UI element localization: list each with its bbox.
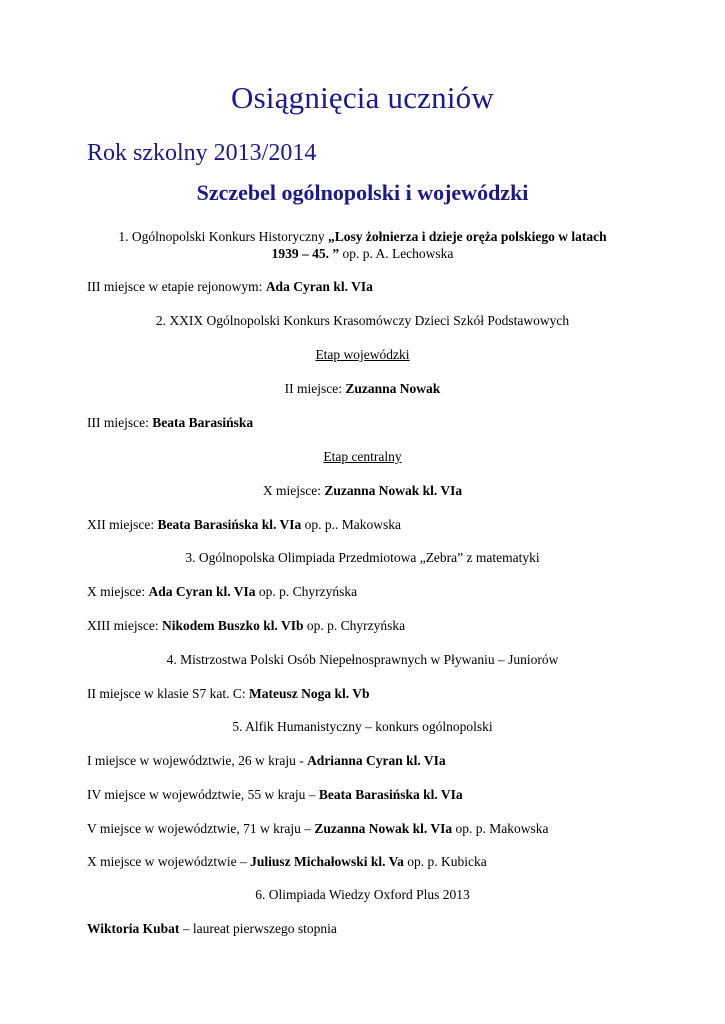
result-place: X miejsce w województwie – [87, 854, 251, 869]
result-line [87, 617, 405, 634]
result-line [0, 380, 725, 397]
result-line [87, 685, 369, 702]
result-place: X miejsce: [262, 483, 325, 498]
page-title: Osiągnięcia uczniów [231, 80, 494, 115]
competition-1-title-part-1: „Losy żołnierza i dzieje oręża polskiego w latach [328, 229, 607, 244]
result-student: Zuzanna Nowak kl. VIa [314, 821, 453, 836]
result-teacher: op. p. Kubicka [403, 854, 487, 869]
competition-2-title: 2. XXIX Ogólnopolski Konkurs Krasomówczy Dzieci Szkół Podstawowych [155, 313, 570, 328]
result-teacher: op. p. Chyrzyńska [303, 618, 406, 633]
result-student: Adrianna Cyran kl. VIa [307, 753, 446, 768]
result-place: III miejsce w etapie rejonowym: [87, 279, 266, 294]
result-line [87, 786, 463, 803]
result-description: – laureat pierwszego stopnia [179, 921, 337, 936]
result-line [87, 853, 487, 870]
competition-1-title-part-2: 1939 – 45. ” [271, 246, 340, 261]
result-line [87, 583, 357, 600]
result-student: Ada Cyran kl. VIa [148, 584, 256, 599]
competition-1-prefix: 1. Ogólnopolski Konkurs Historyczny [118, 229, 329, 244]
competition-1-line-2 [0, 245, 725, 262]
competition-3-title: 3. Ogólnopolska Olimpiada Przedmiotowa „Zebra” z matematyki [185, 550, 540, 565]
stage-central-heading: Etap centralny [323, 449, 402, 464]
result-line [0, 482, 725, 499]
result-line [87, 820, 549, 837]
result-place: X miejsce: [87, 584, 149, 599]
result-place: III miejsce: [87, 415, 153, 430]
result-student: Ada Cyran kl. VIa [265, 279, 373, 294]
result-student: Mateusz Noga kl. Vb [248, 686, 370, 701]
result-place: XIII miejsce: [87, 618, 162, 633]
result-student: Zuzanna Nowak [345, 381, 441, 396]
competition-5-title: 5. Alfik Humanistyczny – konkurs ogólnopolski [232, 719, 493, 734]
result-teacher: op. p. Chyrzyńska [255, 584, 358, 599]
result-student: Zuzanna Nowak kl. VIa [324, 483, 463, 498]
result-line [87, 752, 446, 769]
result-student: Juliusz Michałowski kl. Va [250, 854, 404, 869]
stage-regional-heading: Etap wojewódzki [315, 347, 410, 362]
result-line [87, 920, 337, 937]
result-place: XII miejsce: [87, 517, 158, 532]
result-student: Wiktoria Kubat [87, 921, 180, 936]
result-student: Beata Barasińska kl. VIa [318, 787, 463, 802]
school-year-heading: Rok szkolny 2013/2014 [87, 140, 317, 166]
result-place: II miejsce: [284, 381, 346, 396]
result-student: Nikodem Buszko kl. VIb [161, 618, 304, 633]
result-teacher: op. p. Makowska [452, 821, 549, 836]
result-place: I miejsce w województwie, 26 w kraju - [87, 753, 308, 768]
result-place: IV miejsce w województwie, 55 w kraju – [87, 787, 319, 802]
competition-1-teacher: op. p. A. Lechowska [339, 246, 454, 261]
competition-1-line-1 [0, 228, 725, 245]
competition-6-title: 6. Olimpiada Wiedzy Oxford Plus 2013 [255, 887, 470, 902]
result-line [87, 516, 401, 533]
result-place: II miejsce w klasie S7 kat. C: [87, 686, 249, 701]
result-line [87, 414, 253, 431]
result-student: Beata Barasińska kl. VIa [157, 517, 302, 532]
result-student: Beata Barasińska [152, 415, 254, 430]
result-line [87, 278, 373, 295]
result-teacher: op. p.. Makowska [301, 517, 402, 532]
result-place: V miejsce w województwie, 71 w kraju – [87, 821, 315, 836]
level-heading: Szczebel ogólnopolski i wojewódzki [196, 180, 529, 205]
competition-4-title: 4. Mistrzostwa Polski Osób Niepełnosprawnych w Pływaniu – Juniorów [166, 652, 559, 667]
